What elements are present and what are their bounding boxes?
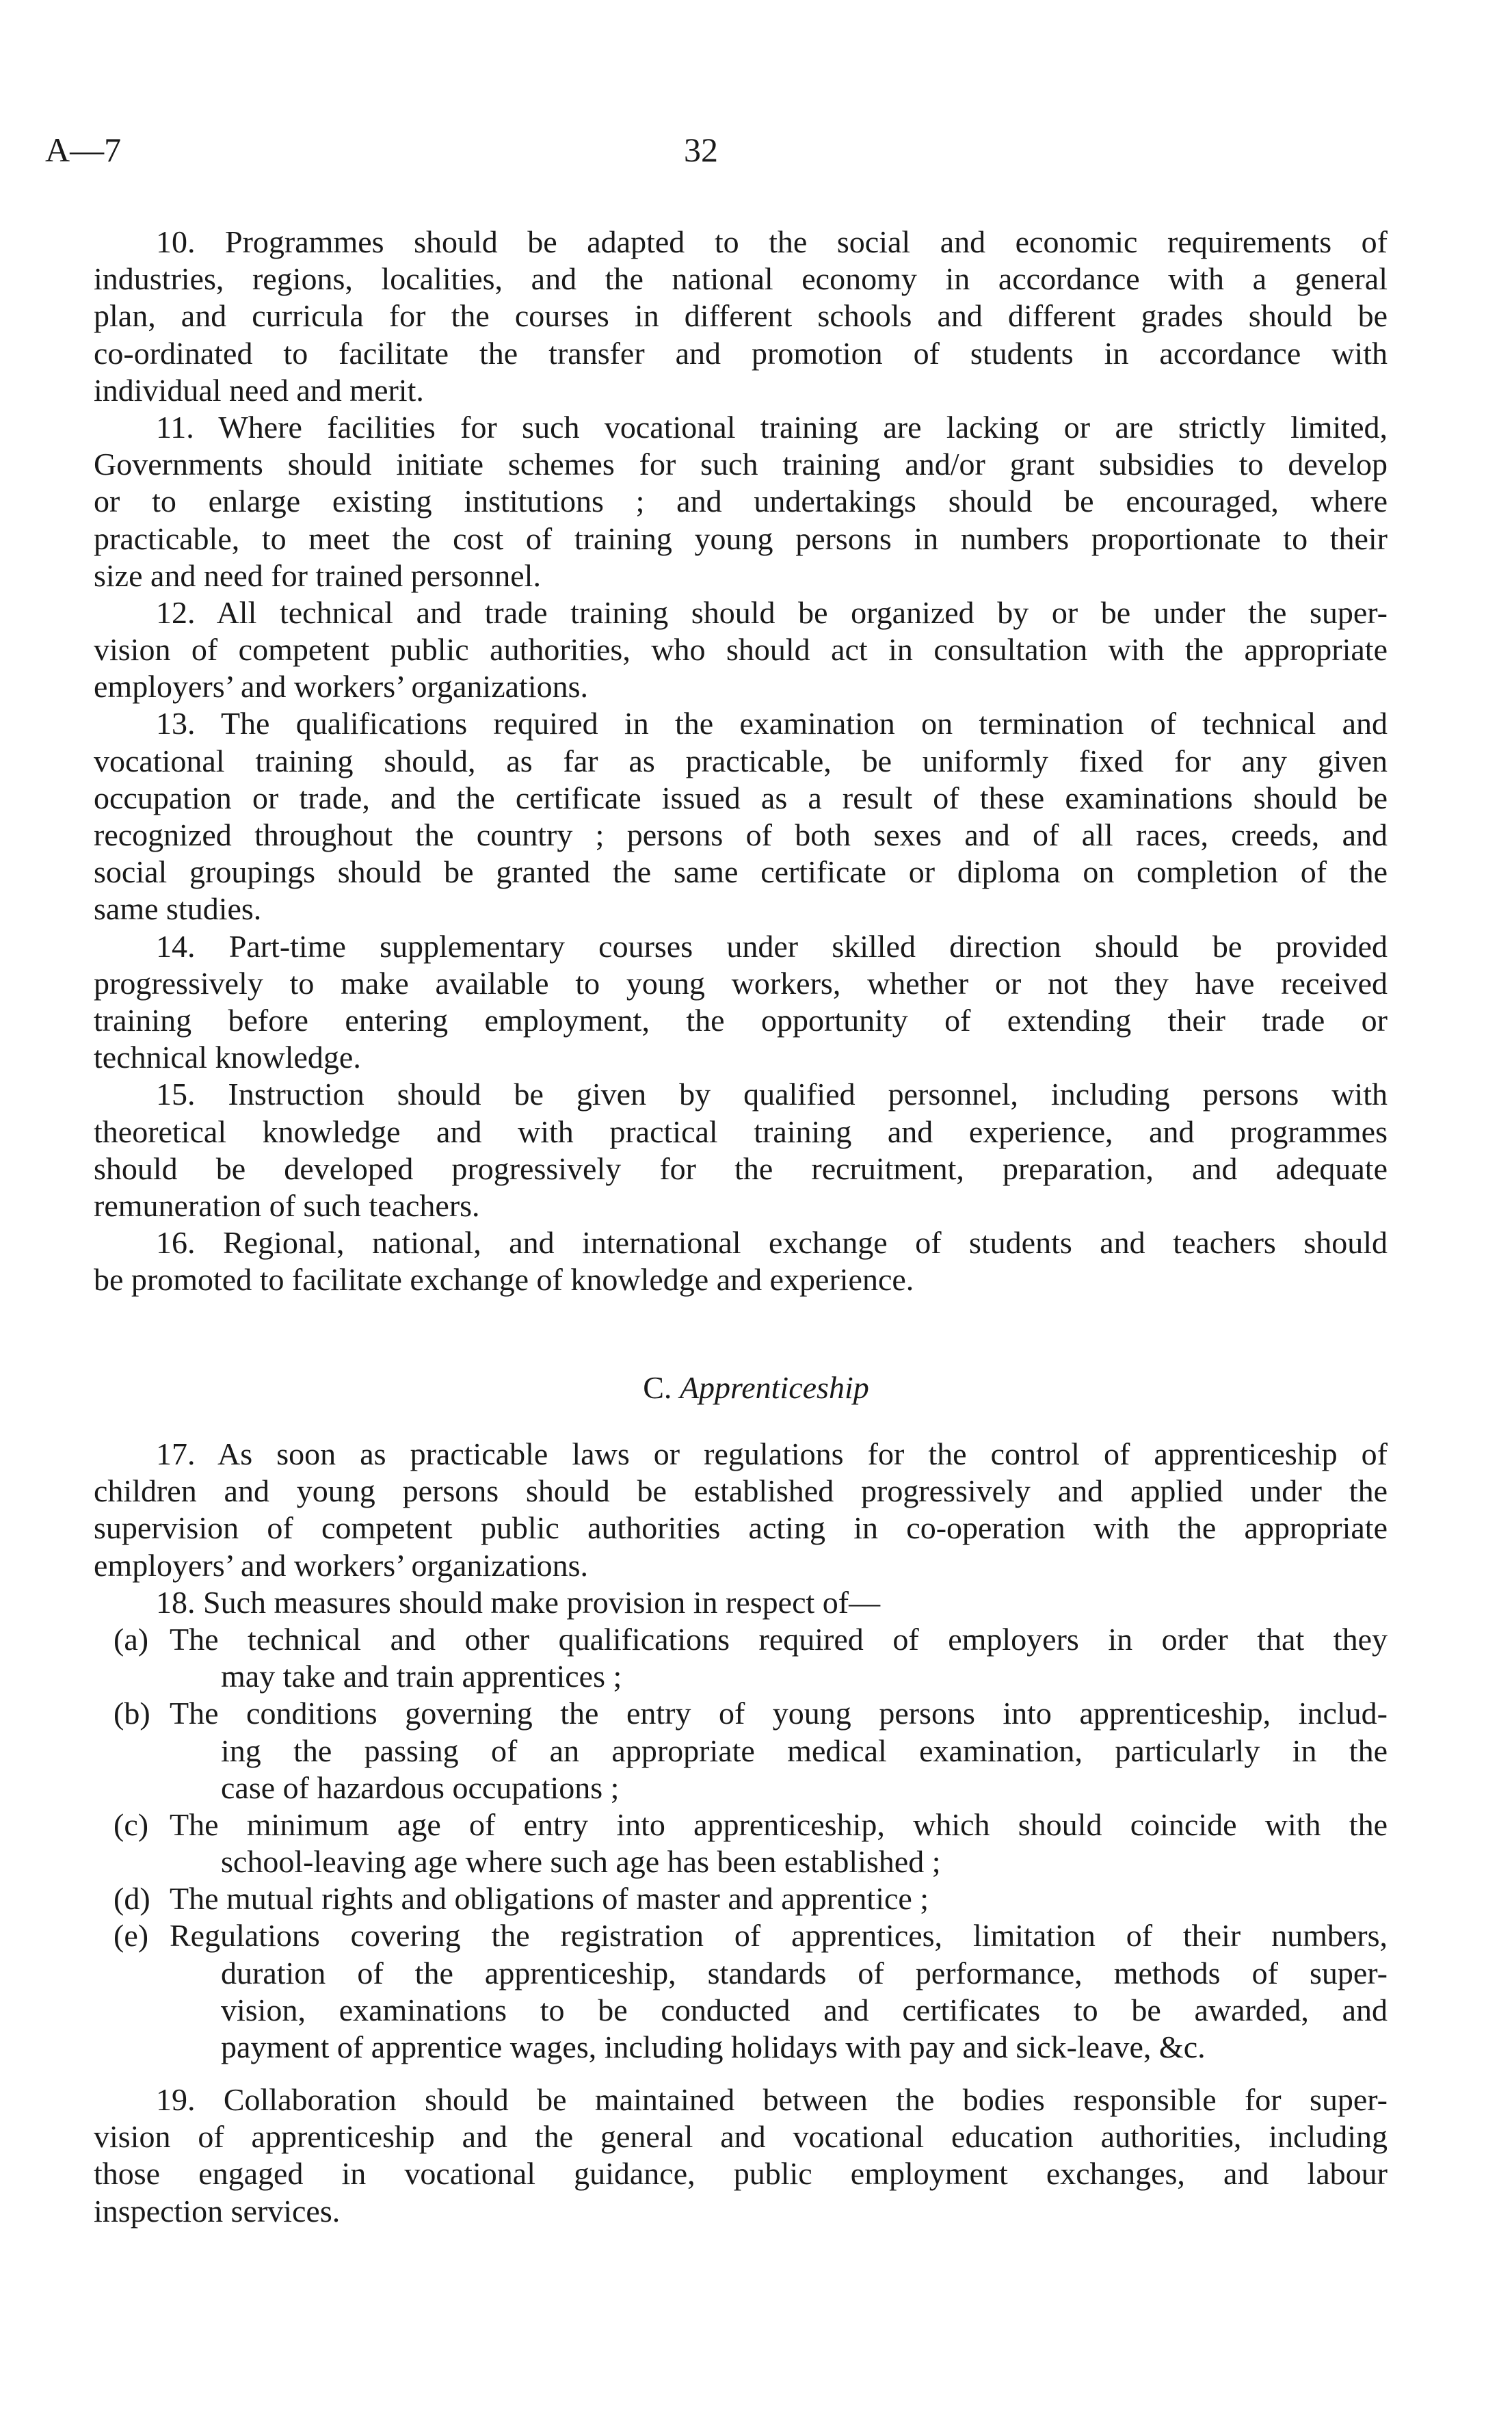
section-title: Apprenticeship — [679, 1370, 869, 1405]
paragraph-18 — [94, 1584, 1388, 1621]
text-line: The technical and other qualifications required of employers in order that they — [170, 1621, 1388, 1657]
text-line: case of hazardous occupations ; — [221, 1770, 620, 1805]
text-line: Governments should initiate schemes for such training and/or grant subsidies to develop — [94, 447, 1388, 482]
text-line: ing the passing of an appropriate medical examination, particularly in the — [221, 1733, 1388, 1768]
page-number: 32 — [684, 131, 718, 169]
paragraph — [94, 594, 1388, 706]
text-line: 16. Regional, national, and international exchange of students and teachers should — [156, 1225, 1388, 1261]
list-item — [94, 1621, 1388, 1695]
text-line: same studies. — [94, 891, 262, 927]
text-line: 13. The qualifications required in the examination on termination of technical and — [156, 706, 1388, 741]
list-item — [94, 1695, 1388, 1806]
paragraph-19 — [94, 2081, 1388, 2230]
text-line: vision, examinations to be conducted and certificates to be awarded, and — [221, 1992, 1388, 2027]
text-line: inspection services. — [94, 2193, 341, 2229]
list-item-label: (b) — [114, 1696, 150, 1731]
text-line: social groupings should be granted the same certificate or diploma on completion of the — [94, 854, 1388, 890]
text-line: The mutual rights and obligations of master and apprentice ; — [170, 1881, 929, 1917]
text-line: industries, regions, localities, and the national economy in accordance with a general — [94, 261, 1388, 297]
text-line: theoretical knowledge and with practical training and experience, and programmes — [94, 1114, 1388, 1149]
text-line: occupation or trade, and the certificate issued as a result of these examinations should be — [94, 780, 1388, 815]
section-reference: A—7 — [45, 131, 122, 169]
list-item-label: (d) — [114, 1881, 150, 1917]
text-line: The conditions governing the entry of young persons into apprenticeship, includ- — [170, 1696, 1388, 1731]
list-item-label: (e) — [114, 1918, 149, 1954]
text-line: recognized throughout the country ; persons of both sexes and of all races, creeds, and — [94, 817, 1388, 852]
text-line: 19. Collaboration should be maintained between the bodies responsible for super- — [156, 2082, 1388, 2117]
text-line: 12. All technical and trade training should be organized by or be under the super- — [156, 594, 1388, 630]
text-line: 17. As soon as practicable laws or regulations for the control of apprenticeship of — [156, 1436, 1388, 1471]
list-item — [94, 1806, 1388, 1880]
text-line: or to enlarge existing institutions ; and undertakings should be encouraged, where — [94, 484, 1388, 519]
text-line: 14. Part-time supplementary courses under skilled direction should be provided — [156, 928, 1388, 964]
text-line: Regulations covering the registration of apprentices, limitation of their numbers, — [170, 1918, 1388, 1954]
text-line: 11. Where facilities for such vocational training are lacking or are strictly limited, — [156, 409, 1388, 445]
text-line: co-ordinated to facilitate the transfer and promotion of students in accordance with — [94, 335, 1388, 371]
paragraph — [94, 1076, 1388, 1224]
text-line: 15. Instruction should be given by qualified personnel, including persons with — [156, 1077, 1388, 1112]
text-line: training before entering employment, the opportunity of extending their trade or — [94, 1002, 1388, 1038]
paragraph — [94, 705, 1388, 928]
text-line: 18. Such measures should make provision in respect of— — [156, 1584, 881, 1620]
text-line: those engaged in vocational guidance, public employment exchanges, and labour — [94, 2156, 1388, 2192]
list-item-label: (a) — [114, 1621, 149, 1657]
text-line: employers’ and workers’ organizations. — [94, 669, 588, 705]
text-line: duration of the apprenticeship, standards of performance, methods of super- — [221, 1955, 1388, 1990]
paragraphs-10-16 — [94, 224, 1388, 1298]
text-line: be promoted to facilitate exchange of knowledge and experience. — [94, 1262, 914, 1298]
paragraphs-17-18 — [94, 1436, 1388, 2066]
text-line: payment of apprentice wages, including holidays with pay and sick-leave, &c. — [221, 2029, 1206, 2064]
text-line: The minimum age of entry into apprenticeship, which should coincide with the — [170, 1806, 1388, 1842]
text-line: supervision of competent public authorities acting in co-operation with the appropriate — [94, 1510, 1388, 1546]
paragraph — [94, 409, 1388, 594]
text-line: may take and train apprentices ; — [221, 1659, 622, 1694]
text-line: size and need for trained personnel. — [94, 557, 541, 593]
list-item — [94, 1917, 1388, 2066]
paragraph — [94, 928, 1388, 1077]
text-line: should be developed progressively for the recruitment, preparation, and adequate — [94, 1151, 1388, 1186]
paragraph — [94, 1224, 1388, 1298]
text-line: 10. Programmes should be adapted to the social and economic requirements of — [156, 224, 1388, 259]
text-line: practicable, to meet the cost of training young persons in numbers proportionate to their — [94, 521, 1388, 556]
text-line: vision of competent public authorities, who should act in consultation with the appropriate — [94, 632, 1388, 668]
text-line: individual need and merit. — [94, 372, 424, 408]
text-line: progressively to make available to young workers, whether or not they have received — [94, 965, 1388, 1001]
paragraph-17 — [94, 1436, 1388, 1584]
list-item — [94, 1880, 1388, 1917]
text-line: technical knowledge. — [94, 1040, 361, 1075]
text-line: plan, and curricula for the courses in different schools and different grades should be — [94, 298, 1388, 334]
text-line: employers’ and workers’ organizations. — [94, 1547, 588, 1583]
paragraph-19 — [94, 2081, 1388, 2230]
text-line: children and young persons should be established progressively and applied under the — [94, 1473, 1388, 1509]
text-line: school-leaving age where such age has been established ; — [221, 1844, 941, 1880]
text-line: vision of apprenticeship and the general and vocational education authorities, including — [94, 2119, 1388, 2155]
text-line: remuneration of such teachers. — [94, 1187, 480, 1223]
paragraph — [94, 224, 1388, 409]
text-line: vocational training should, as far as practicable, be uniformly fixed for any given — [94, 743, 1388, 778]
list-item-label: (c) — [114, 1806, 149, 1842]
section-letter: C. — [643, 1370, 672, 1405]
section-heading — [0, 1369, 1512, 1406]
